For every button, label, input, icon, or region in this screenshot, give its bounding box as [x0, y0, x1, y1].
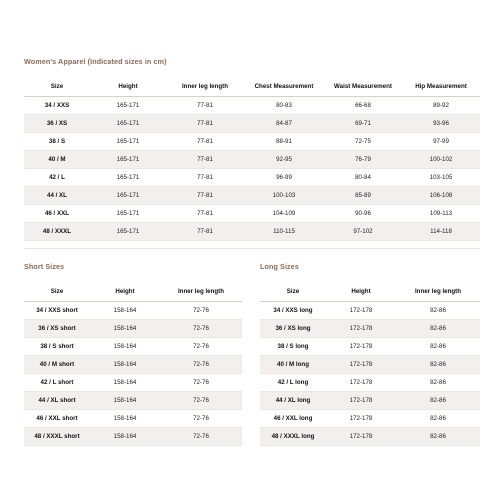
measurement-cell: 82-86	[430, 432, 446, 440]
short-sizes-title: Short Sizes	[24, 262, 65, 271]
column-header: Size	[50, 287, 64, 295]
measurement-cell: 172-178	[349, 396, 373, 404]
column-header: Inner leg length	[414, 287, 462, 295]
table-row	[260, 373, 480, 391]
measurement-cell: 104-109	[272, 209, 296, 217]
table-row	[24, 96, 480, 114]
measurement-cell: 76-79	[355, 155, 371, 163]
measurement-cell: 165-171	[116, 101, 140, 109]
measurement-cell: 158-164	[113, 378, 137, 386]
table-row	[24, 391, 242, 409]
measurement-cell: 103-105	[429, 173, 453, 181]
table-row	[260, 391, 480, 409]
size-cell: 34 / XXS	[44, 101, 70, 109]
size-cell: 38 / S	[48, 137, 66, 145]
size-cell: 40 / M short	[39, 360, 75, 368]
measurement-cell: 77-81	[197, 119, 213, 127]
measurement-cell: 84-87	[276, 119, 292, 127]
column-header: Size	[286, 287, 300, 295]
section-divider	[24, 248, 480, 249]
size-cell: 34 / XXS long	[273, 306, 313, 314]
long-sizes-title: Long Sizes	[260, 262, 299, 271]
measurement-cell: 165-171	[116, 155, 140, 163]
measurement-cell: 165-171	[116, 137, 140, 145]
size-cell: 44 / XL long	[275, 396, 311, 404]
long-size-table	[260, 282, 480, 446]
table-row	[24, 409, 242, 427]
measurement-cell: 80-83	[276, 101, 292, 109]
measurement-cell: 165-171	[116, 227, 140, 235]
measurement-cell: 158-164	[113, 324, 137, 332]
measurement-cell: 72-76	[193, 396, 209, 404]
size-cell: 48 / XXXL long	[271, 432, 315, 440]
table-row	[24, 355, 242, 373]
size-cell: 36 / XS short	[38, 324, 76, 332]
table-row	[24, 132, 480, 150]
measurement-cell: 82-86	[430, 360, 446, 368]
measurement-cell: 172-178	[349, 324, 373, 332]
measurement-cell: 72-76	[193, 432, 209, 440]
measurement-cell: 66-68	[355, 101, 371, 109]
table-row	[260, 301, 480, 319]
column-header: Height	[118, 82, 138, 90]
measurement-cell: 72-75	[355, 137, 371, 145]
table-row	[24, 222, 480, 240]
column-header: Height	[351, 287, 371, 295]
size-cell: 38 / S short	[40, 342, 74, 350]
measurement-cell: 77-81	[197, 209, 213, 217]
measurement-cell: 88-91	[276, 137, 292, 145]
table-row	[260, 355, 480, 373]
table-row	[24, 150, 480, 168]
measurement-cell: 106-108	[429, 191, 453, 199]
measurement-cell: 97-99	[433, 137, 449, 145]
measurement-cell: 158-164	[113, 396, 137, 404]
women-apparel-title: Women's Apparel (Indicated sizes in cm)	[24, 57, 167, 66]
measurement-cell: 90-96	[355, 209, 371, 217]
table-row	[24, 204, 480, 222]
column-header: Height	[115, 287, 135, 295]
measurement-cell: 158-164	[113, 306, 137, 314]
measurement-cell: 82-86	[430, 396, 446, 404]
measurement-cell: 72-76	[193, 378, 209, 386]
size-cell: 46 / XXL short	[36, 414, 78, 422]
measurement-cell: 165-171	[116, 209, 140, 217]
measurement-cell: 158-164	[113, 360, 137, 368]
measurement-cell: 114-118	[430, 227, 452, 235]
column-header: Size	[50, 82, 64, 90]
measurement-cell: 77-81	[197, 137, 213, 145]
size-cell: 36 / XS long	[275, 324, 311, 332]
table-row	[24, 114, 480, 132]
size-cell: 44 / XL short	[38, 396, 76, 404]
table-header-row	[260, 282, 480, 301]
measurement-cell: 77-81	[197, 191, 213, 199]
measurement-cell: 85-89	[355, 191, 371, 199]
measurement-cell: 96-99	[276, 173, 292, 181]
size-cell: 34 / XXS short	[36, 306, 78, 314]
table-row	[260, 409, 480, 427]
size-cell: 42 / L	[49, 173, 65, 181]
measurement-cell: 72-76	[193, 324, 209, 332]
column-header: Chest Measurement	[254, 82, 314, 90]
table-row	[260, 337, 480, 355]
size-cell: 42 / L long	[277, 378, 309, 386]
measurement-cell: 89-92	[433, 101, 449, 109]
women-size-table	[24, 77, 480, 241]
measurement-cell: 158-164	[113, 342, 137, 350]
measurement-cell: 100-102	[429, 155, 453, 163]
measurement-cell: 172-178	[349, 342, 373, 350]
size-cell: 46 / XXL long	[273, 414, 313, 422]
column-header: Inner leg length	[181, 82, 229, 90]
table-row	[24, 319, 242, 337]
measurement-cell: 92-95	[276, 155, 292, 163]
measurement-cell: 172-178	[349, 414, 373, 422]
measurement-cell: 77-81	[197, 173, 213, 181]
size-cell: 48 / XXXL short	[34, 432, 80, 440]
measurement-cell: 82-86	[430, 324, 446, 332]
measurement-cell: 77-81	[197, 155, 213, 163]
measurement-cell: 82-86	[430, 378, 446, 386]
table-row	[260, 427, 480, 445]
measurement-cell: 80-84	[355, 173, 371, 181]
table-row	[24, 301, 242, 319]
measurement-cell: 72-76	[193, 414, 209, 422]
table-row	[260, 319, 480, 337]
column-header: Waist Measurement	[334, 82, 392, 90]
table-header-row	[24, 77, 480, 96]
size-cell: 42 / L short	[40, 378, 74, 386]
measurement-cell: 158-164	[113, 432, 137, 440]
measurement-cell: 72-76	[193, 306, 209, 314]
measurement-cell: 77-81	[197, 101, 213, 109]
table-row	[24, 337, 242, 355]
measurement-cell: 82-86	[430, 306, 446, 314]
measurement-cell: 72-76	[193, 360, 209, 368]
measurement-cell: 69-71	[355, 119, 371, 127]
table-row	[24, 168, 480, 186]
size-cell: 48 / XXXL	[42, 227, 72, 235]
size-cell: 44 / XL	[47, 191, 67, 199]
measurement-cell: 93-96	[433, 119, 449, 127]
table-row	[24, 373, 242, 391]
table-row	[24, 427, 242, 445]
table-header-row	[24, 282, 242, 301]
measurement-cell: 172-178	[349, 306, 373, 314]
column-header: Hip Measurement	[415, 82, 467, 90]
measurement-cell: 165-171	[116, 119, 140, 127]
measurement-cell: 82-86	[430, 342, 446, 350]
measurement-cell: 172-178	[349, 378, 373, 386]
measurement-cell: 72-76	[193, 342, 209, 350]
measurement-cell: 110-115	[273, 227, 295, 235]
measurement-cell: 100-103	[272, 191, 296, 199]
measurement-cell: 158-164	[113, 414, 137, 422]
short-size-table	[24, 282, 242, 446]
measurement-cell: 165-171	[116, 191, 140, 199]
table-row	[24, 186, 480, 204]
size-cell: 46 / XXL	[44, 209, 70, 217]
size-cell: 40 / M long	[277, 360, 309, 368]
measurement-cell: 82-86	[430, 414, 446, 422]
measurement-cell: 165-171	[116, 173, 140, 181]
measurement-cell: 109-113	[429, 209, 453, 217]
measurement-cell: 97-102	[353, 227, 373, 235]
size-cell: 36 / XS	[46, 119, 68, 127]
measurement-cell: 172-178	[349, 360, 373, 368]
size-cell: 38 / S long	[277, 342, 309, 350]
size-cell: 40 / M	[48, 155, 66, 163]
column-header: Inner leg length	[177, 287, 225, 295]
measurement-cell: 77-81	[197, 227, 213, 235]
measurement-cell: 172-178	[349, 432, 373, 440]
